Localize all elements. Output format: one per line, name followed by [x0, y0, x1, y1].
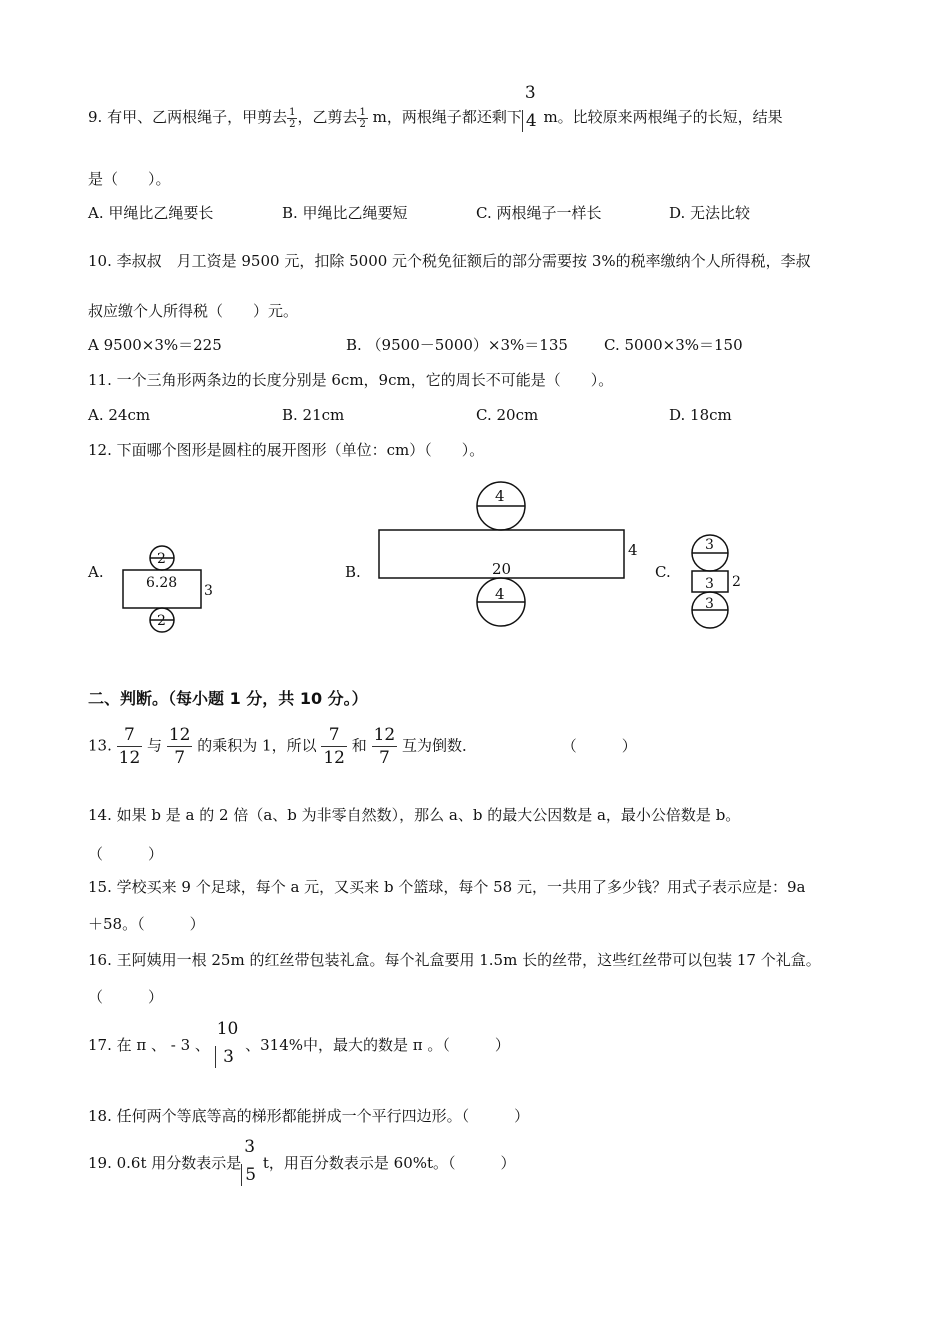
q19-line	[88, 1137, 516, 1186]
q10-line2: 叔应缴个人所得税（ ）元。	[88, 302, 299, 320]
q13-fraction-c: $\frac{7}{12}$	[323, 725, 345, 768]
q13-text-4: 互为倒数．	[402, 736, 478, 755]
q19-text-post: t，用百分数表示是 60%t。（ ）	[258, 1154, 516, 1172]
q10-option-a: A 9500×3%＝225	[88, 336, 222, 354]
q11-option-a: A. 24cm	[88, 406, 151, 424]
q13-fraction-b: $\frac{12}{7}$	[168, 725, 191, 768]
fig-c-height-label: 2	[732, 574, 741, 590]
section-2-heading: 二、判断。（每小题 1 分，共 10 分。）	[88, 689, 368, 708]
q13-fraction-d: $\frac{12}{7}$	[373, 725, 396, 768]
q9-line1	[88, 83, 783, 140]
fig-b-height-label: 4	[628, 541, 638, 559]
q11-option-b: B. 21cm	[282, 406, 345, 424]
q9-fraction-1: $\frac{1}{2}$	[289, 106, 296, 130]
q17-fraction: 10 3	[216, 1019, 239, 1067]
q9-option-d: D. 无法比较	[669, 204, 751, 222]
fig-a-bottom-label: 2	[157, 613, 166, 629]
q12-figures	[0, 470, 950, 650]
q16-line2: （ ）	[88, 988, 164, 1006]
q13-fraction-a: $\frac{7}{12}$	[118, 725, 141, 768]
q9-line2: 是（ ）。	[88, 170, 171, 188]
q18-line: 18. 任何两个等底等高的梯形都能拼成一个平行四边形。（ ）	[88, 1107, 530, 1125]
q9-text-mid1: ，乙剪去	[297, 108, 358, 126]
fig-c-width-label: 3	[705, 576, 714, 592]
q19-text-pre: 19. 0.6t 用分数表示是	[88, 1154, 242, 1172]
q9-option-b: B. 甲绳比乙绳要短	[282, 204, 408, 222]
q12-label-b: B.	[345, 563, 361, 581]
q15-line2: ＋58。（ ）	[88, 915, 205, 933]
q10-line1: 10. 李叔叔 月工资是 9500 元，扣除 5000 元个税免征额后的部分需要按 3%的税率缴纳个人所得税，李叔	[88, 252, 811, 270]
fig-a-top-label: 2	[157, 551, 166, 567]
fig-c-top-label: 3	[705, 537, 714, 553]
q10-option-b: B. （9500－5000）×3%＝135	[346, 336, 568, 354]
q14-line1: 14. 如果 b 是 a 的 2 倍（a、b 为非零自然数），那么 a、b 的最大公因数是 a，最小公倍数是 b。	[88, 806, 741, 824]
q17-text-post: 、314%中，最大的数是 π 。（ ）	[240, 1036, 510, 1054]
q10-option-c: C. 5000×3%＝150	[604, 336, 743, 354]
q13-text-3: 和	[351, 736, 367, 755]
q12-label-c: C.	[655, 563, 671, 581]
q12-line: 12. 下面哪个图形是圆柱的展开图形（单位：cm）（ ）。	[88, 441, 485, 459]
q13-text-1: 与	[147, 736, 163, 755]
fig-b-width-label: 20	[492, 560, 512, 578]
q9-text-pre: 9. 有甲、乙两根绳子，甲剪去	[88, 108, 288, 126]
q9-fraction-2: $\frac{1}{2}$	[359, 106, 366, 130]
q13-line	[88, 724, 637, 769]
fig-b-bottom-label: 4	[495, 585, 505, 603]
q11-option-c: C. 20cm	[476, 406, 539, 424]
fig-a-width-label: 6.28	[146, 575, 178, 591]
q13-number: 13.	[88, 736, 117, 755]
q9-option-c: C. 两根绳子一样长	[476, 204, 602, 222]
q15-line1: 15. 学校买来 9 个足球，每个 a 元，又买来 b 个篮球，每个 58 元，一共用了多少钱？用式子表示应是：9a	[88, 878, 806, 896]
q9-fraction-3: 3 4	[522, 88, 539, 132]
q11-line: 11. 一个三角形两条边的长度分别是 6cm，9cm，它的周长不可能是（ ）。	[88, 371, 614, 389]
q9-text-mid2: m，两根绳子都还剩下	[367, 108, 522, 126]
q9-text-post: m。比较原来两根绳子的长短，结果	[538, 108, 783, 126]
q17-line	[88, 1019, 510, 1068]
q17-text-pre: 17. 在 π 、 - 3 、	[88, 1036, 215, 1054]
q11-option-d: D. 18cm	[669, 406, 732, 424]
q13-answer-paren: （ ）	[561, 736, 637, 755]
q16-line1: 16. 王阿姨用一根 25m 的红丝带包装礼盒。每个礼盒要用 1.5m 长的丝带，这些红丝带可以包装 17 个礼盒。	[88, 951, 821, 969]
q19-fraction: 3 5	[241, 1142, 258, 1186]
fig-b-top-label: 4	[495, 487, 505, 505]
q9-option-a: A. 甲绳比乙绳要长	[88, 204, 214, 222]
q12-label-a: A.	[88, 563, 104, 581]
q13-text-2: 的乘积为 1，所以	[197, 736, 317, 755]
q14-line2: （ ）	[88, 845, 164, 863]
fig-c-bottom-label: 3	[705, 596, 714, 612]
fig-a-height-label: 3	[204, 583, 213, 599]
